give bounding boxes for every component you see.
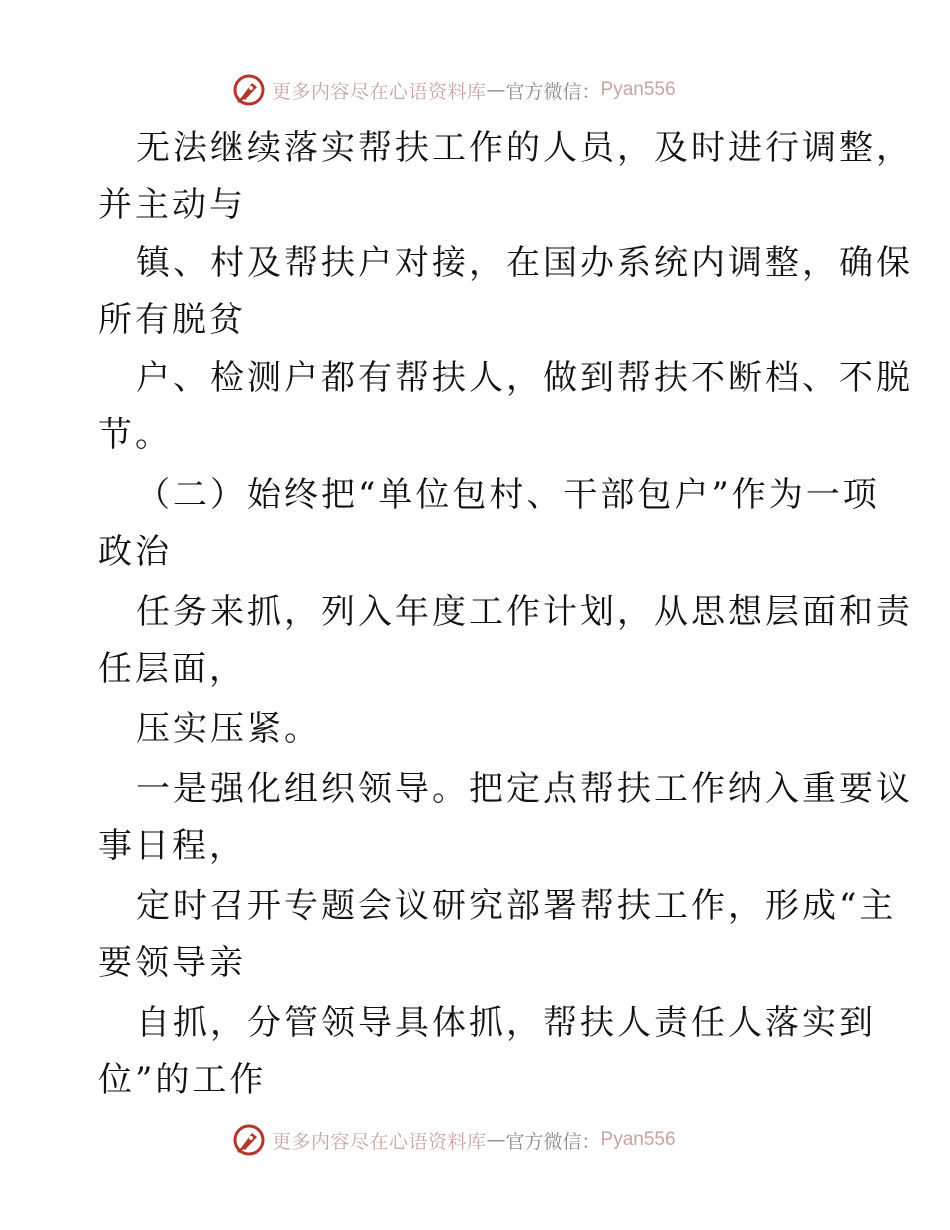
body-line: 自抓，分管领导具体抓，帮扶人责任人落实到: [136, 1003, 876, 1043]
watermark-dash: —: [486, 1129, 506, 1151]
watermark-wechat-label: 官方微信：: [505, 1130, 601, 1153]
watermark-wechat-id: Pyan556: [600, 79, 676, 100]
body-line: 户、检测户都有帮扶人，做到帮扶不断档、不脱: [136, 358, 913, 398]
body-line: 一是强化组织领导。把定点帮扶工作纳入重要议: [136, 769, 913, 809]
pen-nib-logo-icon: [232, 73, 266, 107]
body-line: （二）始终把“单位包村、干部包户”作为一项: [136, 475, 880, 515]
body-line: 任层面，: [98, 649, 246, 689]
watermark-dash: —: [486, 79, 506, 101]
body-line: 镇、村及帮扶户对接，在国办系统内调整，确保: [136, 243, 913, 283]
body-line: 事日程，: [98, 826, 246, 866]
pen-nib-logo-icon: [232, 1123, 266, 1157]
body-line: 定时召开专题会议研究部署帮扶工作，形成“主: [136, 886, 897, 926]
watermark-banner-top: [232, 72, 676, 108]
body-line: 政治: [98, 532, 172, 572]
body-line: 所有脱贫: [98, 300, 246, 340]
watermark-wechat-id: Pyan556: [600, 1129, 676, 1150]
body-line: 无法继续落实帮扶工作的人员，及时进行调整，: [136, 128, 913, 168]
watermark-banner-bottom: [232, 1122, 676, 1158]
watermark-wechat-label: 官方微信：: [505, 80, 601, 103]
body-line: 并主动与: [98, 185, 246, 225]
body-line: 任务来抓，列入年度工作计划，从思想层面和责: [136, 592, 913, 632]
watermark-site-text: 更多内容尽在心语资料库: [272, 1130, 487, 1153]
watermark-site-text: 更多内容尽在心语资料库: [272, 80, 487, 103]
body-line: 位”的工作: [98, 1060, 267, 1100]
body-line: 要领导亲: [98, 943, 246, 983]
body-line: 节。: [98, 415, 172, 455]
body-line: 压实压紧。: [136, 709, 321, 749]
